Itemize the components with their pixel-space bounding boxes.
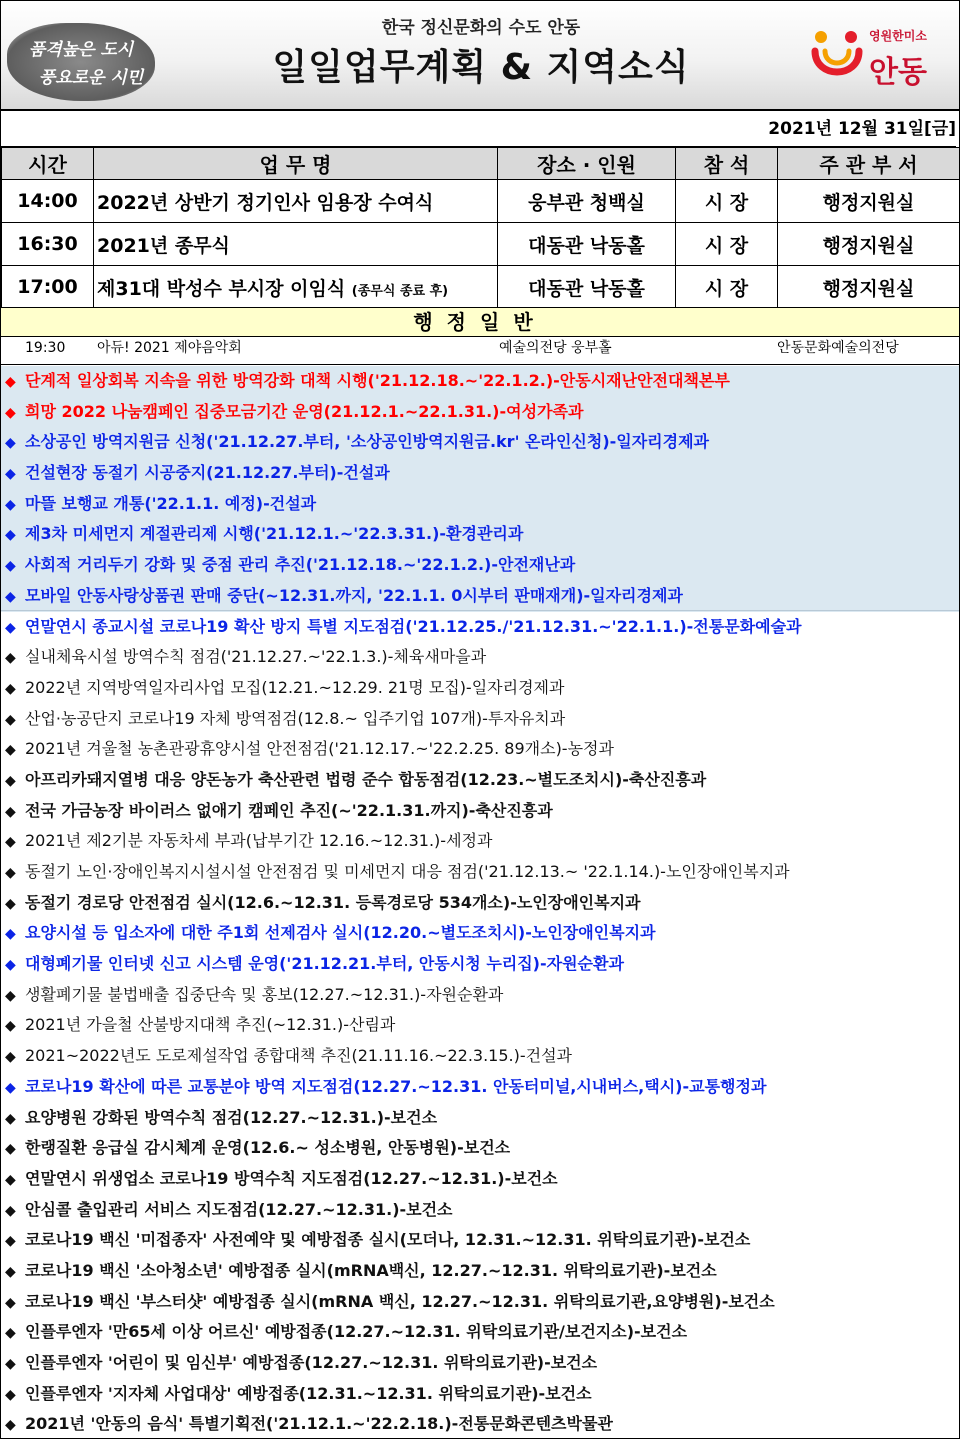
page-title: 일일업무계획 & 지역소식 [272,47,690,88]
notice-item [1,1103,959,1134]
diamond-icon: ◆ [5,865,16,881]
event-time: 19:30 [25,340,66,356]
notice-text: 2021~2022년도 도로제설작업 종합대책 추진(21.11.16.~22.3.15.)-건설과 [25,1046,573,1066]
notice-text: 단계적 일상회복 지속을 위한 방역강화 대책 시행('21.12.18.~'22.1.2.)-안동시재난안전대책본부 [25,371,730,390]
notice-text: 실내체육시설 방역수칙 점검('21.12.27.~'22.1.3.)-체육새마을과 [25,647,487,667]
notice-text: 인플루엔자 '만65세 이상 어르신' 예방접종(12.27.~12.31. 위탁의료기관/보건지소)-보건소 [25,1322,688,1342]
andong-logo [809,23,949,93]
diamond-icon: ◆ [5,1386,16,1403]
notice-text: 한랭질환 응급실 감시체계 운영(12.6.~ 성소병원, 안동병원)-보건소 [25,1138,511,1158]
schedule-dept: 행정지원실 [778,266,960,309]
schedule-place: 웅부관 청백실 [498,180,676,223]
notice-item [1,826,959,857]
notice-text: 코로나19 백신 '부스터샷' 예방접종 실시(mRNA 백신, 12.27.~12.31. 위탁의료기관,요양병원)-보건소 [25,1291,775,1311]
schedule-task [94,223,498,266]
notice-text: 대형폐기물 인터넷 신고 시스템 운영('21.12.21.부터, 안동시청 누리집)-자원순환과 [25,954,624,974]
column-header-dept: 주 관 부 서 [778,148,960,180]
notice-text: 2022년 지역방역일자리사업 모집(12.21.~12.29. 21명 모집)-일자리경제과 [25,677,565,697]
notice-item [1,1164,959,1195]
schedule-place: 대동관 낙동홀 [498,266,676,309]
schedule-task-name: 제31대 박성수 부시장 이임식 [97,277,352,300]
diamond-icon: ◆ [5,1171,16,1188]
schedule-attendee: 시 장 [676,180,778,223]
diamond-icon: ◆ [5,435,16,452]
diamond-icon: ◆ [5,527,16,544]
schedule-task-note: (종무식 종료 후) [351,283,449,299]
notice-text: 사회적 거리두기 강화 및 중점 관리 추진('21.12.18.~'22.1.2.)-안전재난과 [25,555,576,575]
notice-text: 요양병원 강화된 방역수칙 점검(12.27.~12.31.)-보건소 [25,1107,438,1127]
schedule-place: 대동관 낙동홀 [498,223,676,266]
diamond-icon: ◆ [5,895,16,912]
brand-name: 안동 [869,55,927,90]
notice-text: 산업·농공단지 코로나19 자체 방역점검(12.8.~ 입주기업 107개)-투자유치과 [25,708,566,728]
schedule-row [2,223,960,266]
schedule-task-name: 2022년 상반기 정기인사 임용장 수여식 [97,191,434,214]
diamond-icon: ◆ [5,1294,16,1311]
slogan-line-2: 풍요로운 시민 [38,68,144,88]
diamond-icon: ◆ [5,803,16,820]
diamond-icon: ◆ [5,742,16,759]
notice-item [1,1379,959,1410]
notice-item [1,1409,959,1440]
notice-item [1,550,959,581]
notice-item [1,1348,959,1379]
brand-tagline: 영원한미소 [869,29,927,43]
notice-text: 아프리카돼지열병 대응 양돈농가 축산관련 법령 준수 합동점검(12.23.~별도조치시)-축산진흥과 [25,769,707,789]
notice-item [1,581,959,612]
notice-item [1,489,959,520]
schedule-row [2,180,960,223]
slogan-logo [7,23,155,101]
notice-item [1,704,959,735]
notice-text: 2021년 가을철 산불방지대책 추진(~12.31.)-산림과 [25,1015,396,1035]
diamond-icon: ◆ [5,374,16,390]
schedule-dept: 행정지원실 [778,180,960,223]
notice-item [1,1195,959,1226]
column-header-task: 업 무 명 [94,148,498,180]
diamond-icon: ◆ [5,680,16,697]
notice-item [1,1041,959,1072]
diamond-icon: ◆ [5,1417,16,1434]
notice-text: 안심콜 출입관리 서비스 지도점검(12.27.~12.31.)-보건소 [25,1199,453,1219]
notice-item [1,980,959,1011]
notice-item [1,796,959,827]
schedule-dept: 행정지원실 [778,223,960,266]
notice-item [1,612,959,643]
diamond-icon: ◆ [5,1079,16,1096]
notice-list [1,366,959,1440]
schedule-table [1,147,960,309]
diamond-icon: ◆ [5,834,16,851]
andong-smile-icon [809,27,865,87]
notice-text: 2021년 제2기분 자동차세 부과(납부기간 12.16.~12.31.)-세정과 [25,831,493,851]
schedule-time: 16:30 [2,223,94,266]
slogan-line-1: 품격높은 도시 [28,40,134,60]
event-place: 예술의전당 웅부홀 [499,340,612,356]
diamond-icon: ◆ [5,1049,16,1066]
diamond-icon: ◆ [5,619,16,636]
schedule-task [94,180,498,223]
notice-item [1,734,959,765]
notice-item [1,765,959,796]
notice-text: 건설현장 동절기 시공중지(21.12.27.부터)-건설과 [25,463,390,483]
notice-text: 생활폐기물 불법배출 집중단속 및 홍보(12.27.~12.31.)-자원순환과 [25,984,504,1004]
diamond-icon: ◆ [5,558,16,575]
notice-text: 제3차 미세먼지 계절관리제 시행('21.12.1.~'22.3.31.)-환경관리과 [25,524,524,544]
diamond-icon: ◆ [5,650,16,667]
notice-item [1,519,959,550]
diamond-icon: ◆ [5,1110,16,1127]
column-header-attendee: 참 석 [676,148,778,180]
notice-item [1,888,959,919]
diamond-icon: ◆ [5,466,16,483]
notice-item [1,918,959,949]
diamond-icon: ◆ [5,588,16,605]
notice-text: 인플루엔자 '어린이 및 임신부' 예방접종(12.27.~12.31. 위탁의료기관)-보건소 [25,1353,598,1372]
notice-item [1,427,959,458]
column-header-time: 시간 [2,148,94,180]
notice-text: 동절기 경로당 안전점검 실시(12.6.~12.31. 등록경로당 534개소)-노인장애인복지과 [25,892,641,912]
notice-text: 모바일 안동사랑상품권 판매 중단(~12.31.까지, '22.1.1. 0시부터 판매재개)-일자리경제과 [25,585,683,605]
notice-item [1,366,959,397]
diamond-icon: ◆ [5,404,16,421]
notice-text: 코로나19 백신 '소아청소년' 예방접종 실시(mRNA백신, 12.27.~12.31. 위탁의료기관)-보건소 [25,1260,717,1280]
document-date: 2021년 12월 31일[금] [1,112,956,147]
notice-text: 코로나19 백신 '미접종자' 사전예약 및 예방접종 실시(모더나, 12.31.~12.31. 위탁의료기관)-보건소 [25,1230,751,1250]
notice-text: 마뜰 보행교 개통('22.1.1. 예정)-건설과 [25,493,317,513]
schedule-time: 14:00 [2,180,94,223]
notice-text: 2021년 '안동의 음식' 특별기획전('21.12.1.~'22.2.18.)-전통문화콘텐츠박물관 [25,1414,613,1434]
diamond-icon: ◆ [5,496,16,513]
notice-item [1,1287,959,1318]
notice-item [1,1010,959,1041]
notice-item [1,1225,959,1256]
notice-item [1,949,959,980]
notice-text: 전국 가금농장 바이러스 없애기 캠페인 추진(~'22.1.31.까지)-축산진흥과 [25,800,553,820]
schedule-attendee: 시 장 [676,223,778,266]
notice-text: 2021년 겨울철 농촌관광휴양시설 안전점검('21.12.17.~'22.2.25. 89개소)-농정과 [25,739,614,759]
subtitle: 한국 정신문화의 수도 안동 [381,18,581,38]
notice-item [1,1317,959,1348]
notice-text: 인플루엔자 '지자체 사업대상' 예방접종(12.31.~12.31. 위탁의료기관)-보건소 [25,1383,592,1403]
notice-item [1,857,959,888]
notice-item [1,1072,959,1103]
schedule-task-name: 2021년 종무식 [97,234,230,257]
diamond-icon: ◆ [5,926,16,943]
schedule-header-row [2,148,960,180]
notice-item [1,1133,959,1164]
notice-item [1,642,959,673]
notice-text: 소상공인 방역지원금 신청('21.12.27.부터, '소상공인방역지원금.kr' 온라인신청)-일자리경제과 [25,432,710,452]
notice-text: 동절기 노인·장애인복지시설시설 안전점검 및 미세먼지 대응 점검('21.12.13.~ '22.1.14.)-노인장애인복지과 [25,862,790,881]
header [1,1,959,111]
diamond-icon: ◆ [5,1202,16,1219]
schedule-row [2,266,960,309]
general-event-row [1,336,959,365]
schedule-task [94,266,498,309]
notice-item [1,458,959,489]
notice-text: 연말연시 위생업소 코로나19 방역수칙 지도점검(12.27.~12.31.)-보건소 [25,1168,558,1188]
schedule-attendee: 시 장 [676,266,778,309]
diamond-icon: ◆ [5,1018,16,1035]
diamond-icon: ◆ [5,957,16,974]
diamond-icon: ◆ [5,1141,16,1158]
schedule-time: 17:00 [2,266,94,309]
diamond-icon: ◆ [5,711,16,728]
notice-item [1,1256,959,1287]
event-name: 아듀! 2021 제야음악회 [97,340,242,356]
notice-item [1,673,959,704]
diamond-icon: ◆ [5,1233,16,1250]
diamond-icon: ◆ [5,772,16,789]
notice-text: 희망 2022 나눔캠페인 집중모금기간 운영(21.12.1.~22.1.31.)-여성가족과 [25,401,584,421]
notice-text: 연말연시 종교시설 코로나19 확산 방지 특별 지도점검('21.12.25./'21.12.31.~'22.1.1.)-전통문화예술과 [25,616,802,636]
notice-item [1,397,959,428]
diamond-icon: ◆ [5,1356,16,1372]
diamond-icon: ◆ [5,1325,16,1342]
diamond-icon: ◆ [5,1263,16,1280]
general-section-title: 행정일반 [1,307,959,337]
notice-text: 요양시설 등 입소자에 대한 주1회 선제검사 실시(12.20.~별도조치시)-노인장애인복지과 [25,923,656,943]
diamond-icon: ◆ [5,987,16,1004]
event-organizer: 안동문화예술의전당 [777,340,899,356]
column-header-place: 장소 · 인원 [498,148,676,180]
notice-text: 코로나19 확산에 따른 교통분야 방역 지도점검(12.27.~12.31. 안동터미널,시내버스,택시)-교통행정과 [25,1076,767,1096]
